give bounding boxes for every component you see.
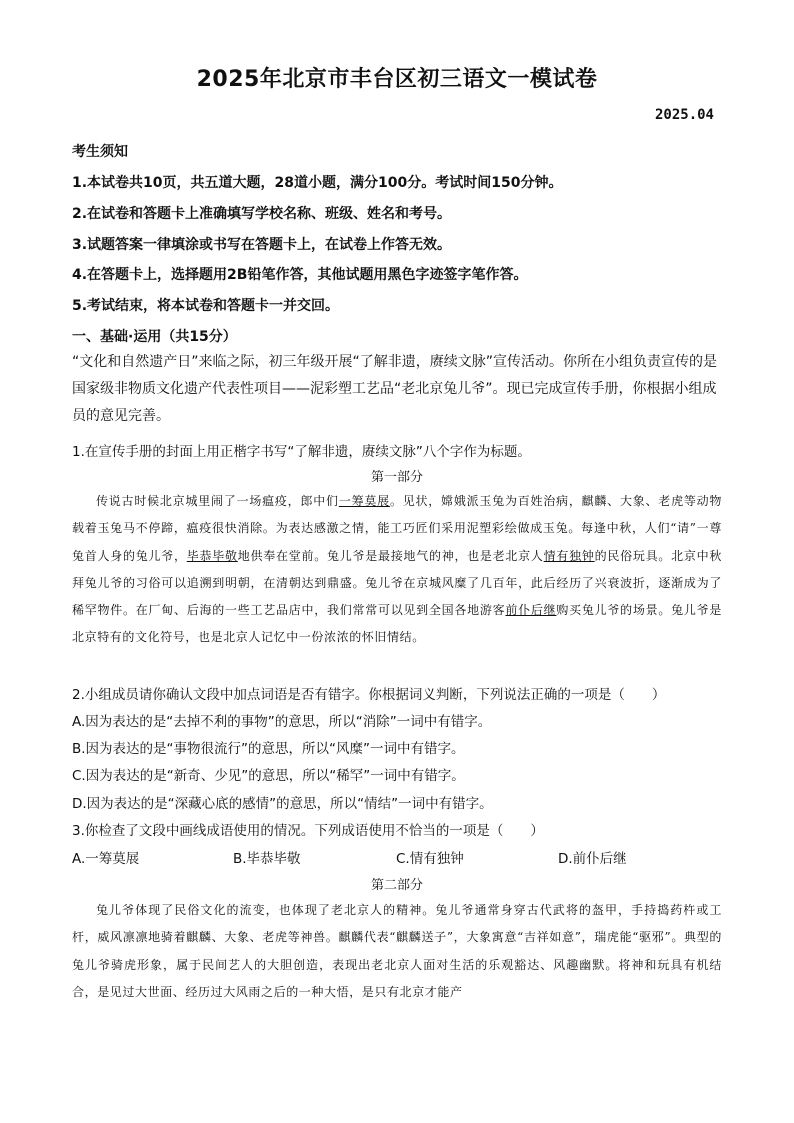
part-1-title: 第一部分 <box>370 470 423 485</box>
notice-heading: 考生须知 <box>72 144 128 160</box>
exam-date: 2025.04 <box>654 107 714 123</box>
underlined-idiom: 情有独钟 <box>543 548 595 563</box>
question-3-option: A.一筹莫展 <box>72 851 140 867</box>
underlined-idiom: 一筹莫展 <box>338 494 390 508</box>
notice-item: 2.在试卷和答题卡上准确填写学校名称、班级、姓名和考号。 <box>72 206 452 222</box>
question-2-option: C.因为表达的是“新奇、少见”的意思，所以“稀罕”一词中有错字。 <box>72 768 465 784</box>
section-heading: 一、基础·运用（共15分） <box>72 329 237 345</box>
passage-text: 购买兔儿爷的场景。兔儿爷是北京特有的文化符号，也是北京人记忆中一份浓浓的怀旧情结。 <box>72 603 722 645</box>
part-2-title: 第二部分 <box>370 878 423 893</box>
passage-2: 兔儿爷体现了民俗文化的流变，也体现了老北京人的精神。兔儿爷通常身穿古代武将的盔甲，手持捣药杵或工杆，威风凛凛地骑着麒麟、大象、老虎等神兽。麒麟代表“麒麟送子”，大象寓意“吉祥如意”，瑞虎能“驱邪”。典型的兔儿爷骑虎形象，属于民间艺人的大胆创造，表现出老北京人面对生活的乐观豁达、风趣幽默。将神和玩具有机结合，是见过大世面、经历过大风雨之后的一种大悟，是只有北京才能产 <box>72 903 722 999</box>
notice-item: 1.本试卷共10页，共五道大题，28道小题，满分100分。考试时间150分钟。 <box>72 175 563 191</box>
question-2-option: D.因为表达的是“深藏心底的感情”的意思，所以“情结”一词中有错字。 <box>72 796 493 812</box>
question-3-option: D.前仆后继 <box>558 851 627 867</box>
page-title: 2025年北京市丰台区初三语文一模试卷 <box>196 67 598 92</box>
section-intro: “文化和自然遗产日”来临之际，初三年级开展“了解非遗，赓续文脉”宣传活动。你所在小组负责宣传的是国家级非物质文化遗产代表性项目——泥彩塑工艺品“老北京兔儿爷”。现已完成宣传手册，你根据小组成员的意见完善。 <box>72 354 718 424</box>
underlined-idiom: 前仆后继 <box>505 603 557 618</box>
question-3-option: B.毕恭毕敬 <box>233 851 301 867</box>
passage-text: 。见状，嫦娥派玉兔为百姓治病，麒麟、大象、老虎等动物载着玉兔马不停蹄，瘟疫很快消除。为表达感激之情，能工巧匠们采用泥塑彩绘做成玉兔。每逢中秋，人们“请”一尊兔首人身的兔儿爷， <box>72 494 723 563</box>
passage-text: 地供奉在堂前。兔儿爷是最接地气的神，也是老北京人 <box>237 548 544 563</box>
passage-1 <box>72 488 722 652</box>
question-2-option: B.因为表达的是“事物很流行”的意思，所以“风糜”一词中有错字。 <box>72 741 465 757</box>
question-1: 1.在宣传手册的封面上用正楷字书写“了解非遗，赓续文脉”八个字作为标题。 <box>72 444 531 460</box>
notice-item: 4.在答题卡上，选择题用2B铅笔作答，其他试题用黑色字迹签字笔作答。 <box>72 267 528 283</box>
passage-text: 的民俗玩具。北京中秋拜兔儿爷的习俗可以追溯到明朝，在清朝达到鼎盛。兔儿爷在京城风糜了几百年，此后经历了兴衰波折，逐渐成为了稀罕物件。在厂甸、后海的一些工艺品店中，我们常常可以见到全国各地游客 <box>72 548 722 618</box>
underlined-idiom: 毕恭毕敬 <box>186 548 238 563</box>
notice-item: 3.试题答案一律填涂或书写在答题卡上，在试卷上作答无效。 <box>72 237 452 253</box>
question-3-option: C.情有独钟 <box>396 851 464 867</box>
question-2-option: A.因为表达的是“去掉不利的事物”的意思，所以“消除”一词中有错字。 <box>72 714 492 730</box>
passage-text: 传说古时候北京城里闹了一场瘟疫，郎中们 <box>96 494 339 508</box>
question-2-stem: 2.小组成员请你确认文段中加点词语是否有错字。你根据词义判断，下列说法正确的一项是（ ） <box>72 687 666 703</box>
question-3-stem: 3.你检查了文段中画线成语使用的情况。下列成语使用不恰当的一项是（ ） <box>72 823 544 839</box>
notice-item: 5.考试结束，将本试卷和答题卡一并交回。 <box>72 298 340 314</box>
